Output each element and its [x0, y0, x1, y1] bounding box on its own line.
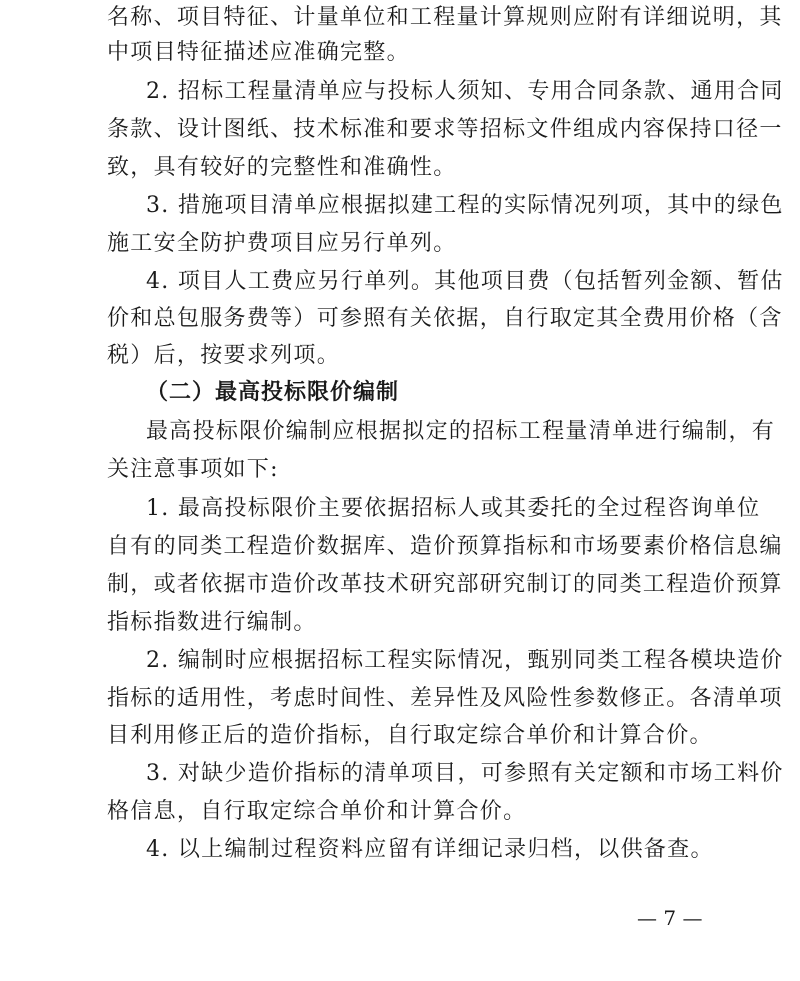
- text-line-17: 指标指数进行编制。: [107, 610, 317, 635]
- text-line-13: 关注意事项如下:: [107, 457, 279, 482]
- text-line-1: 名称、项目特征、计量单位和工程量计算规则应附有详细说明，其: [107, 5, 783, 30]
- text-line-15: 自有的同类工程造价数据库、造价预算指标和市场要素价格信息编: [107, 534, 783, 559]
- text-line-16: 制，或者依据市造价改革技术研究部研究制订的同类工程造价预算: [107, 572, 783, 597]
- text-line-4: 条款、设计图纸、技术标准和要求等招标文件组成内容保持口径一: [107, 117, 783, 142]
- text-line-7: 施工安全防护费项目应另行单列。: [107, 231, 457, 256]
- text-line-2: 中项目特征描述应准确完整。: [107, 40, 410, 65]
- text-line-5: 致，具有较好的完整性和准确性。: [107, 155, 457, 180]
- text-line-21: 3. 对缺少造价指标的清单项目，可参照有关定额和市场工料价: [146, 761, 784, 786]
- text-line-10: 税）后，按要求列项。: [107, 343, 341, 368]
- text-line-20: 目利用修正后的造价指标，自行取定综合单价和计算合价。: [107, 723, 713, 748]
- text-line-8: 4. 项目人工费应另行单列。其他项目费（包括暂列金额、暂估: [146, 269, 784, 294]
- text-line-3: 2. 招标工程量清单应与投标人须知、专用合同条款、通用合同: [146, 79, 784, 104]
- text-line-22: 格信息，自行取定综合单价和计算合价。: [107, 799, 527, 824]
- text-line-12: 最高投标限价编制应根据拟定的招标工程量清单进行编制，有: [146, 419, 776, 444]
- page-number: — 7 —: [637, 906, 703, 930]
- text-line-14: 1. 最高投标限价主要依据招标人或其委托的全过程咨询单位: [146, 496, 761, 521]
- text-line-18: 2. 编制时应根据招标工程实际情况，甄别同类工程各模块造价: [146, 648, 784, 673]
- text-line-23: 4. 以上编制过程资料应留有详细记录归档，以供备查。: [146, 837, 714, 862]
- text-line-9: 价和总包服务费等）可参照有关依据，自行取定其全费用价格（含: [107, 306, 783, 331]
- section-heading: （二）最高投标限价编制: [146, 380, 400, 405]
- text-line-6: 3. 措施项目清单应根据拟建工程的实际情况列项，其中的绿色: [146, 193, 784, 218]
- text-line-19: 指标的适用性，考虑时间性、差异性及风险性参数修正。各清单项: [107, 686, 783, 711]
